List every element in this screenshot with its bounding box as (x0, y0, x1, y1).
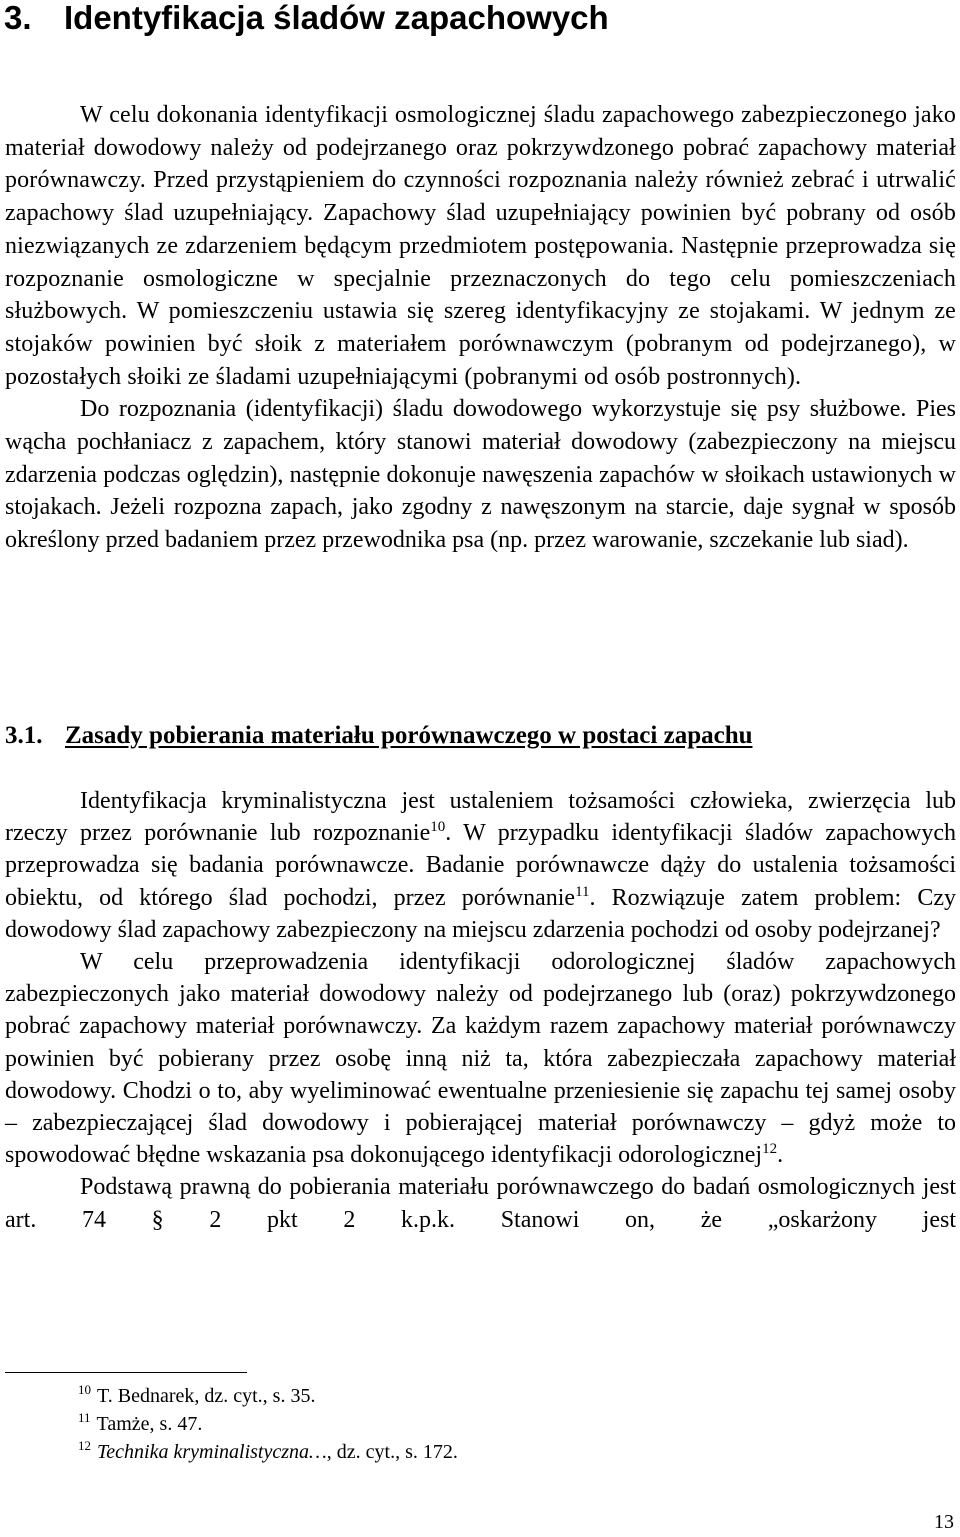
paragraph-text: . Rozwiązuje zatem problem: Czy dowodowy ślad zapachowy zabezpieczony na miejscu zdarzenia pochodzi od osoby podejrzanej? (5, 884, 956, 943)
chapter-title: Identyfikacja śladów zapachowych (64, 0, 609, 36)
footnote-separator (5, 1372, 247, 1373)
footnote-text: , dz. cyt., s. 172. (326, 1441, 458, 1463)
section-body-1 (5, 99, 956, 557)
footnote-ref[interactable]: 11 (575, 883, 590, 900)
footnote-italic-title: Technika kryminalistyczna… (97, 1441, 327, 1463)
footnote (78, 1382, 458, 1410)
footnote-number: 10 (78, 1382, 91, 1397)
footnotes (78, 1382, 458, 1466)
page-number: 13 (934, 1511, 954, 1533)
paragraph-text: . (777, 1142, 784, 1169)
chapter-number: 3. (4, 0, 32, 36)
paragraph: Do rozpoznania (identyfikacji) śladu dowodowego wykorzystuje się psy służbowe. Pies wącha pochłaniacz z zapachem, który stanowi materiał dowodowy (zabezpieczony na miejscu zdarzenia podczas oględzin), następnie dokonuje nawęszenia zapachów w słoikach ustawionych w stojakach. Jeżeli rozpozna zapach, jako zgodny z nawęszonym na starcie, daje sygnał w sposób określony przed badaniem przez przewodnika psa (np. przez warowanie, szczekanie lub siad). (5, 396, 956, 554)
subsection-heading (5, 720, 753, 752)
paragraph: W celu dokonania identyfikacji osmologicznej śladu zapachowego zabezpieczonego jako materiał dowodowy należy od podejrzanego oraz pokrzywdzonego pobrać zapachowy materiał porównawczy. Przed przystąpieniem do czynności rozpoznania należy również zebrać i utrwalić zapachowy ślad uzupełniający. Zapachowy ślad uzupełniający powinien być pobrany od osób niezwiązanych ze zdarzeniem będącym przedmiotem postępowania. Następnie przeprowadza się rozpoznanie osmologiczne w specjalnie przeznaczonych do tego celu pomieszczeniach służbowych. W pomieszczeniu ustawia się szereg identyfikacyjny ze stojakami. W jednym ze stojaków powinien być słoik z materiałem porównawczym (pobranym od podejrzanego), w pozostałych słoiki ze śladami uzupełniającymi (pobranymi od osób postronnych). (5, 102, 956, 390)
footnote-text: Tamże, s. 47. (96, 1413, 203, 1435)
paragraph-text: Identyfikacja kryminalistyczna jest ustaleniem tożsamości człowieka, zwierzęcia lub rzeczy przez porównanie lub rozpoznanie (5, 788, 956, 847)
footnote-number: 11 (78, 1410, 91, 1425)
subsection-title: Zasady pobierania materiału porównawczego w postaci zapachu (65, 722, 753, 749)
footnote-text: T. Bednarek, dz. cyt., s. 35. (97, 1385, 316, 1407)
paragraph (5, 785, 956, 946)
section-body-2 (5, 785, 956, 1236)
chapter-heading (4, 0, 609, 38)
footnote-ref[interactable]: 10 (430, 819, 446, 836)
paragraph: Podstawą prawną do pobierania materiału porównawczego do badań osmologicznych jest art. 74 § 2 pkt 2 k.p.k. Stanowi on, że „oskarżony jest (5, 1174, 956, 1233)
footnote (78, 1438, 458, 1466)
paragraph-text: . W przypadku identyfikacji śladów zapachowych przeprowadza się badania porównawcze. Badanie porównawcze dąży do ustalenia tożsamości obiektu, od którego ślad pochodzi, przez porównanie (5, 820, 956, 911)
paragraph-text: W celu przeprowadzenia identyfikacji odorologicznej śladów zapachowych zabezpieczonych jako materiał dowodowy należy od podejrzanego lub (oraz) pokrzywdzonego pobrać zapachowy materiał porównawczy. Za każdym razem zapachowy materiał porównawczy powinien być pobierany przez osobę inną niż ta, która zabezpieczała zapachowy materiał dowodowy. Chodzi o to, aby wyeliminować ewentualne przeniesienie się zapachu tej samej osoby – zabezpieczającej ślad dowodowy i pobierającej materiał porównawczy – gdyż może to spowodować błędne wskazania psa dokonującego identyfikacji odorologicznej (5, 949, 956, 1169)
footnote-ref[interactable]: 12 (762, 1141, 778, 1158)
footnote (78, 1410, 458, 1438)
footnote-number: 12 (78, 1438, 91, 1453)
subsection-number: 3.1. (5, 722, 43, 749)
paragraph (5, 946, 956, 1171)
